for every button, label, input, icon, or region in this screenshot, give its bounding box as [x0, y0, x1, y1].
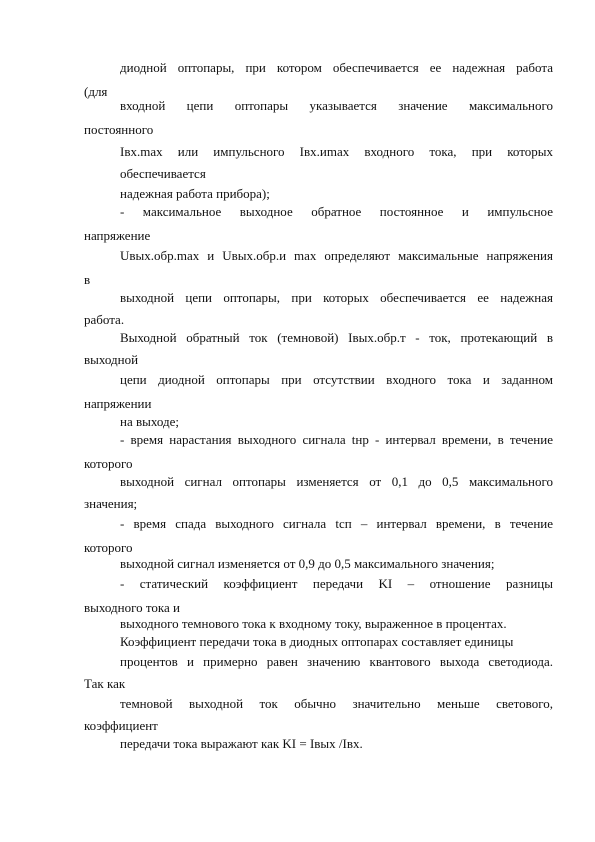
- text-line: которого: [84, 540, 133, 555]
- text-line: выходной сигнал оптопары изменяется от 0,1 до 0,5 максимального: [120, 474, 553, 489]
- text-line: выходной: [84, 352, 139, 367]
- text-line: Так как: [84, 676, 126, 691]
- text-line: Выходной обратный ток (темновой) Iвых.обр.т - ток, протекающий в: [120, 330, 553, 345]
- text-line: надежная работа прибора);: [120, 186, 270, 201]
- text-line: цепи диодной оптопары при отсутствии входного тока и заданном: [120, 372, 553, 387]
- text-line: - максимальное выходное обратное постоянное и импульсное: [120, 204, 553, 219]
- text-line: Iвх.max или импульсного Iвх.иmax входного тока, при которых: [120, 144, 553, 159]
- text-line: обеспечивается: [120, 166, 206, 181]
- text-line: работа.: [84, 312, 125, 327]
- text-line: напряжение: [84, 228, 151, 243]
- text-line: на выходе;: [120, 414, 179, 429]
- text-line: темновой выходной ток обычно значительно меньше светового,: [120, 696, 553, 711]
- text-line: выходной цепи оптопары, при которых обеспечивается ее надежная: [120, 290, 553, 305]
- text-line: значения;: [84, 496, 138, 511]
- text-line: в: [84, 272, 91, 287]
- text-line: - время спада выходного сигнала tсп – интервал времени, в течение: [120, 516, 553, 531]
- text-line: которого: [84, 456, 133, 471]
- text-line: (для: [84, 84, 108, 99]
- text-line: - статический коэффициент передачи KI – отношение разницы: [120, 576, 553, 591]
- text-line: Коэффициент передачи тока в диодных оптопарах составляет единицы: [120, 634, 514, 649]
- text-line: постоянного: [84, 122, 154, 137]
- text-line: - время нарастания выходного сигнала tнр - интервал времени, в течение: [120, 432, 553, 447]
- text-line: Uвых.обр.max и Uвых.обр.и max определяют максимальные напряжения: [120, 248, 553, 263]
- text-line: входной цепи оптопары указывается значение максимального: [120, 98, 553, 113]
- text-line: выходной сигнал изменяется от 0,9 до 0,5 максимального значения;: [120, 556, 495, 571]
- text-line: диодной оптопары, при котором обеспечивается ее надежная работа: [120, 60, 553, 75]
- text-line: процентов и примерно равен значению квантового выхода светодиода.: [120, 654, 553, 669]
- text-line: коэффициент: [84, 718, 158, 733]
- text-line: выходного тока и: [84, 600, 180, 615]
- text-line: напряжении: [84, 396, 152, 411]
- text-line: передачи тока выражают как KI = Iвых /Iвх.: [120, 736, 363, 751]
- text-line: выходного темнового тока к входному току, выраженное в процентах.: [120, 616, 507, 631]
